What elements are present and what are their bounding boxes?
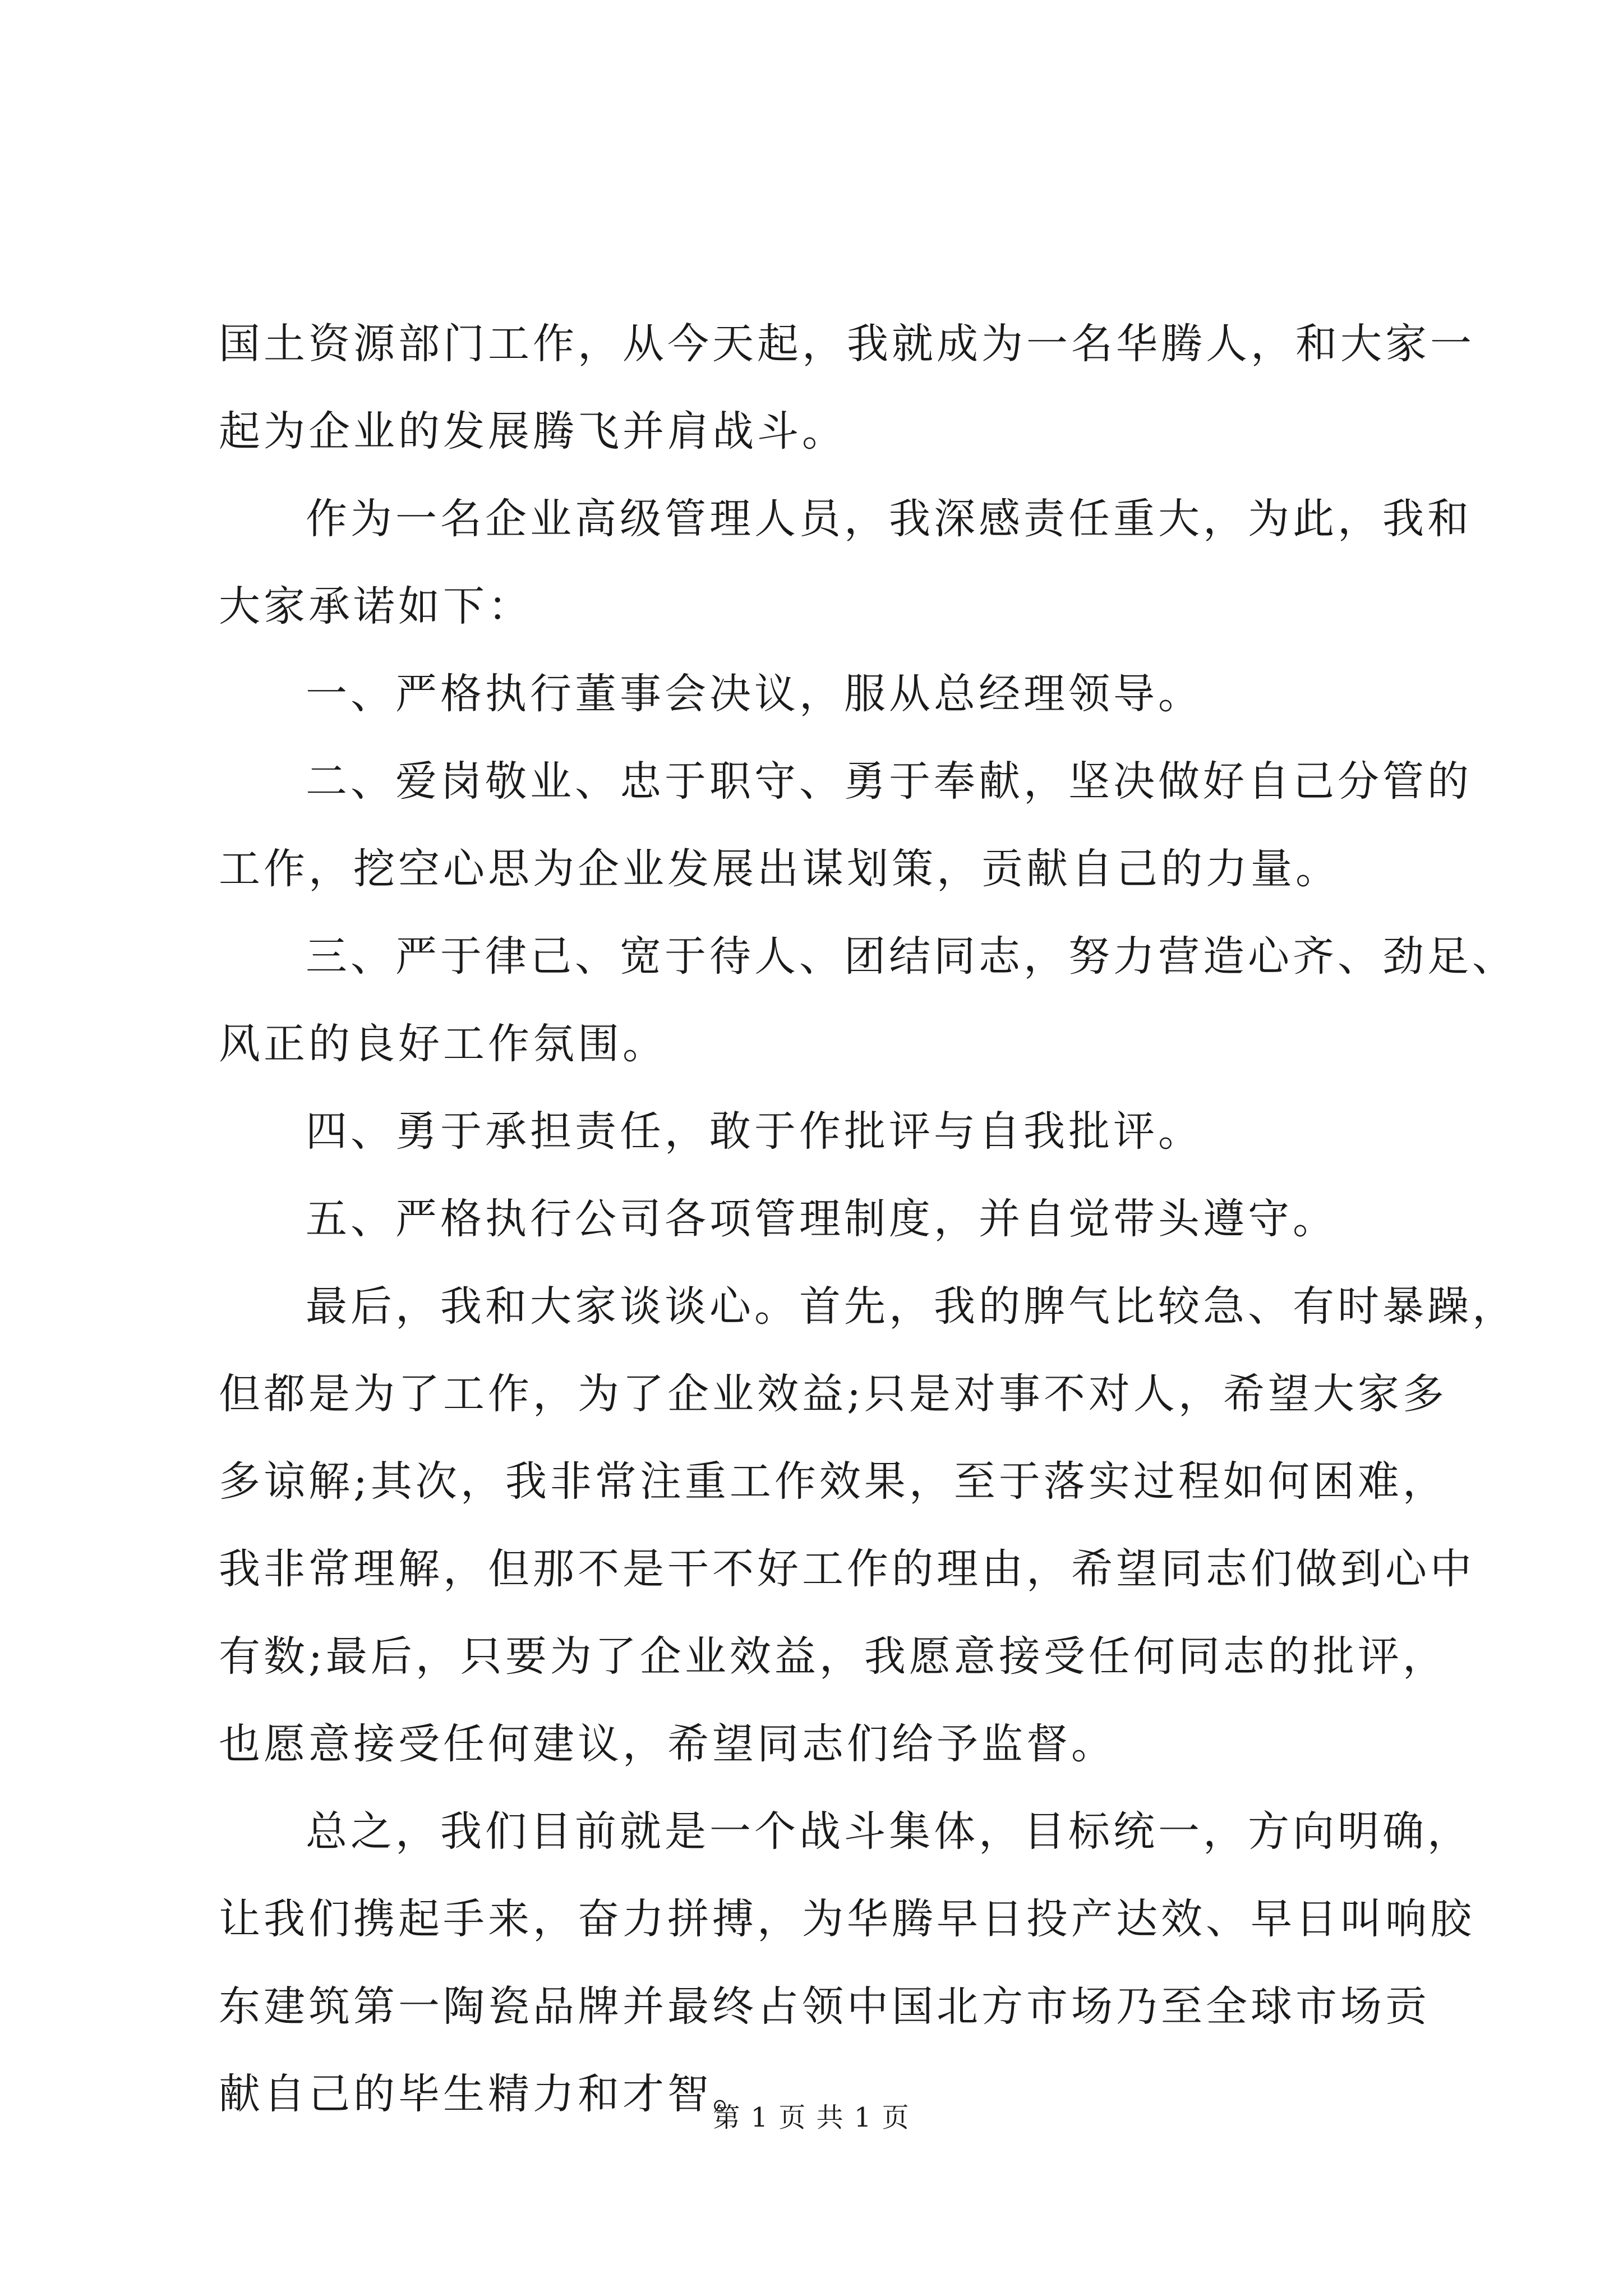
text-line: 但都是为了工作，为了企业效益;只是对事不对人，希望大家多 xyxy=(219,1370,1447,1418)
text-line: 四、勇于承担责任，敢于作批评与自我批评。 xyxy=(306,1107,1203,1156)
text-line: 献自己的毕生精力和才智。 xyxy=(219,2070,757,2118)
text-line: 风正的良好工作氛围。 xyxy=(219,1020,667,1068)
text-line: 起为企业的发展腾飞并肩战斗。 xyxy=(219,407,847,455)
text-line: 三、严于律己、宽于待人、团结同志，努力营造心齐、劲足、 xyxy=(306,932,1517,981)
text-line: 工作，挖空心思为企业发展出谋划策，贡献自己的力量。 xyxy=(219,845,1340,893)
text-line: 一、严格执行董事会决议，服从总经理领导。 xyxy=(306,670,1203,718)
text-line: 作为一名企业高级管理人员，我深感责任重大，为此，我和 xyxy=(306,495,1472,543)
text-line: 国土资源部门工作，从今天起，我就成为一名华腾人，和大家一 xyxy=(219,320,1475,368)
text-line: 多谅解;其次，我非常注重工作效果，至于落实过程如何困难， xyxy=(219,1457,1447,1506)
text-line: 最后，我和大家谈谈心。首先，我的脾气比较急、有时暴躁， xyxy=(306,1282,1517,1331)
text-line: 我非常理解，但那不是干不好工作的理由，希望同志们做到心中 xyxy=(219,1545,1475,1593)
text-line: 有数;最后，只要为了企业效益，我愿意接受任何同志的批评， xyxy=(219,1632,1447,1681)
page-number-footer: 第 1 页 共 1 页 xyxy=(713,2102,910,2133)
text-line: 总之，我们目前就是一个战斗集体，目标统一，方向明确， xyxy=(306,1807,1472,1856)
document-body xyxy=(219,300,1517,2138)
text-line: 也愿意接受任何建议，希望同志们给予监督。 xyxy=(219,1720,1116,1768)
text-line: 五、严格执行公司各项管理制度，并自觉带头遵守。 xyxy=(306,1195,1338,1243)
text-line: 大家承诺如下： xyxy=(219,582,533,631)
text-line: 东建筑第一陶瓷品牌并最终占领中国北方市场乃至全球市场贡 xyxy=(219,1982,1430,2031)
text-line: 二、爱岗敬业、忠于职守、勇于奉献，坚决做好自己分管的 xyxy=(306,757,1472,806)
text-line: 让我们携起手来，奋力拼搏，为华腾早日投产达效、早日叫响胶 xyxy=(219,1895,1475,1943)
